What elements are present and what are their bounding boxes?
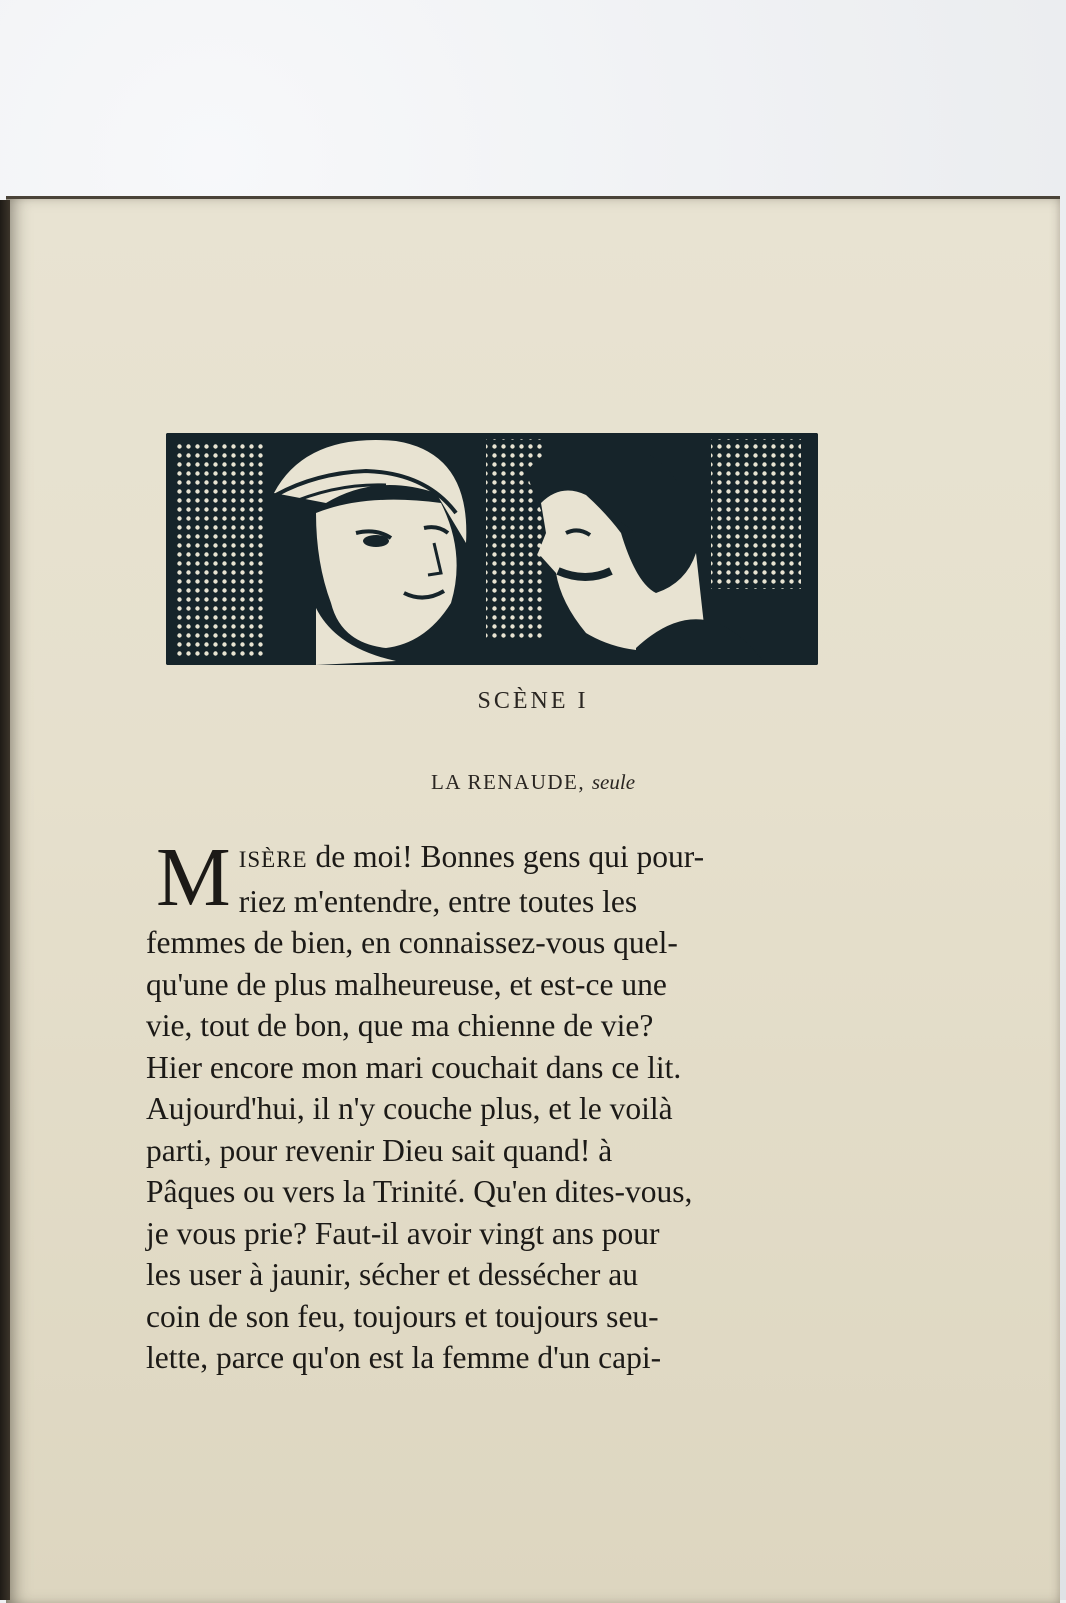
scene-title: SCÈNE I [477,688,589,714]
text-line-content: lette, parce qu'on est la femme d'un capi- [146,1340,662,1375]
text-line [146,1130,836,1172]
speaker-name: LA RENAUDE, [430,770,586,794]
text-line [239,881,836,923]
text-line [146,922,836,964]
text-line-content: qu'une de plus malheureuse, et est-ce une [146,966,667,1002]
speaker-note: seule [591,770,636,794]
text-line-content: coin de son feu, toujours et toujours seu- [146,1298,659,1334]
text-line-content: Pâques ou vers la Trinité. Qu'en dites-vous, [146,1174,693,1209]
text-line-content: les user à jaunir, sécher et dessécher au [146,1257,639,1292]
text-line-content: parti, pour revenir Dieu sait quand! à [146,1132,613,1168]
text-line-content: femmes de bien, en connaissez-vous quel- [146,925,678,960]
text-line [146,964,836,1006]
body-text [146,831,836,1379]
book-spine [0,200,10,1600]
text-line [146,1213,836,1255]
text-line-content: vie, tout de bon, que ma chienne de vie? [146,1008,654,1043]
text-line-content: riez m'entendre, entre toutes les [238,883,638,919]
text-line-content: de moi! Bonnes gens qui pour- [315,839,705,874]
woodcut-icon [166,433,818,665]
text-line-content: Aujourd'hui, il n'y couche plus, et le voilà [146,1091,673,1126]
text-line-content: Hier encore mon mari couchait dans ce lit. [146,1049,682,1085]
text-line [146,1337,836,1379]
text-line [146,1296,836,1338]
text-line [146,1047,836,1089]
text-line [146,1088,836,1130]
text-line [146,1005,836,1047]
woodcut-illustration [166,433,818,665]
speaker-line [0,770,1066,795]
drop-cap: M [156,831,231,924]
text-line [239,836,836,881]
text-line-content: je vous prie? Faut-il avoir vingt ans pour [146,1215,660,1251]
text-line [146,1254,836,1296]
text-line [146,1171,836,1213]
first-word-smallcaps: ISÈRE [238,847,308,872]
